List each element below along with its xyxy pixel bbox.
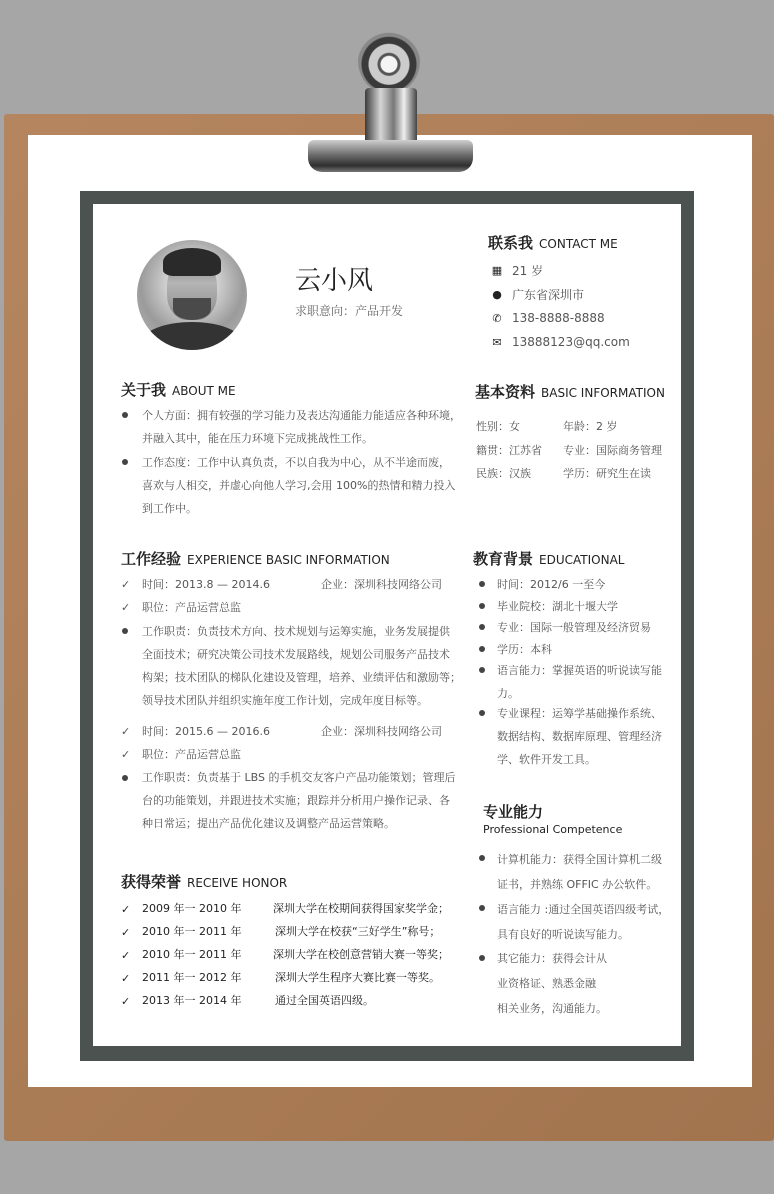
basic-gender: 性别：女 — [476, 420, 520, 433]
job-position: 职位：产品运营总监 — [142, 748, 241, 761]
job-intent: 求职意向：产品开发 — [295, 304, 404, 318]
bullet-dot — [479, 624, 485, 630]
job-time: 时间：2015.6 — 2016.6 — [142, 725, 270, 738]
basic-heading: 基本资料 BASIC INFORMATION — [475, 383, 665, 401]
honor-year: 2010 年一 2011 年 — [142, 948, 242, 961]
job-position: 职位：产品运营总监 — [142, 601, 241, 614]
phone-icon: ✆ — [492, 311, 502, 325]
basic-age: 年龄：2 岁 — [563, 420, 618, 433]
skills-subheading: Professional Competence — [483, 823, 623, 836]
job-duty: 工作职责：负责基于 LBS 的手机交友客户产品功能策划；管理后 台的功能策划，并跟进技术实施；跟踪并分析用户操作记录、各 种日常运；提出产品优化建议及调整产品运营策略。 — [142, 771, 456, 830]
basic-native: 籍贯：江苏省 — [476, 444, 542, 457]
education-item: 时间：2012/6 一至今 — [497, 578, 606, 591]
check-icon: ✓ — [121, 725, 131, 738]
about-item: 个人方面：拥有较强的学习能力及表达沟通能力能适应各种环境， 并融入其中，能在压力环境下完成挑战性工作。 — [142, 409, 461, 445]
skill-item: 计算机能力：获得全国计算机二级 证书，并熟练 OFFIC 办公软件。 — [497, 853, 662, 891]
candidate-name: 云小风 — [295, 266, 374, 296]
education-item: 专业：国际一般管理及经济贸易 — [497, 621, 651, 634]
bullet-dot — [479, 603, 485, 609]
education-item: 专业课程：运筹学基础操作系统、 数据结构、数据库原理、管理经济 学、软件开发工具。 — [497, 707, 662, 766]
education-item: 语言能力：掌握英语的听说读写能 力。 — [497, 664, 662, 700]
check-icon: ✓ — [121, 748, 131, 761]
skill-item: 其它能力：获得会计从 业资格证、熟悉金融 相关业务，沟通能力。 — [497, 952, 607, 1015]
bullet-dot — [122, 775, 128, 781]
contact-phone: ✆ 138-8888-8888 — [490, 309, 605, 327]
bullet-dot — [479, 581, 485, 587]
about-heading: 关于我 ABOUT ME — [121, 381, 236, 399]
education-item: 学历：本科 — [497, 643, 552, 656]
check-icon: ✓ — [121, 903, 131, 916]
basic-major: 专业：国际商务管理 — [563, 444, 662, 457]
education-heading: 教育背景 EDUCATIONAL — [473, 550, 625, 568]
calendar-icon: ▦ — [491, 263, 503, 277]
check-icon: ✓ — [121, 995, 131, 1008]
job-time: 时间：2013.8 — 2014.6 — [142, 578, 270, 591]
check-icon: ✓ — [121, 601, 131, 614]
honor-text: 深圳大学在校创意营销大赛一等奖； — [273, 948, 449, 961]
basic-degree: 学历：研究生在读 — [563, 467, 651, 480]
check-icon: ✓ — [121, 926, 131, 939]
honor-text: 深圳大学在校获“三好学生”称号； — [275, 925, 441, 938]
job-company: 企业：深圳科技网络公司 — [321, 725, 442, 738]
honor-text: 深圳大学生程序大赛比赛一等奖。 — [275, 971, 440, 984]
basic-ethnic: 民族：汉族 — [476, 467, 531, 480]
honor-year: 2011 年一 2012 年 — [142, 971, 242, 984]
bullet-dot — [479, 710, 485, 716]
education-item: 毕业院校：湖北十堰大学 — [497, 600, 618, 613]
clip-neck-icon — [365, 88, 417, 146]
binder-clip-icon — [308, 140, 473, 172]
clip-ring-icon — [358, 28, 420, 94]
bullet-dot — [122, 412, 128, 418]
bullet-dot — [122, 628, 128, 634]
envelope-icon: ✉ — [492, 335, 502, 349]
check-icon: ✓ — [121, 972, 131, 985]
profile-photo — [137, 240, 247, 350]
location-pin-icon: ● — [492, 287, 502, 301]
honor-heading: 获得荣誉 RECEIVE HONOR — [121, 873, 288, 891]
bullet-dot — [479, 855, 485, 861]
job-company: 企业：深圳科技网络公司 — [321, 578, 442, 591]
bullet-dot — [479, 667, 485, 673]
job-duty: 工作职责：负责技术方向、技术规划与运筹实施，业务发展提供 全面技术；研究决策公司技术发展路线，规划公司服务产品技术 构架；技术团队的梯队化建设及管理，培养、业绩评估和激励等； 领导技术团队并组织实施年度工作计划，完成年度目标等。 — [142, 625, 461, 707]
experience-heading: 工作经验 EXPERIENCE BASIC INFORMATION — [121, 550, 390, 568]
honor-year: 2010 年一 2011 年 — [142, 925, 242, 938]
honor-year: 2013 年一 2014 年 — [142, 994, 242, 1007]
contact-location: ● 广东省深圳市 — [490, 285, 584, 303]
bullet-dot — [479, 646, 485, 652]
honor-text: 深圳大学在校期间获得国家奖学金； — [273, 902, 449, 915]
contact-age: ▦ 21 岁 — [491, 263, 544, 278]
check-icon: ✓ — [121, 949, 131, 962]
skill-item: 语言能力 :通过全国英语四级考试， 具有良好的听说读写能力。 — [497, 903, 670, 941]
about-item: 工作态度：工作中认真负责，不以自我为中心，从不半途而废， 喜欢与人相交，并虚心向他人学习,会用 100%的热情和精力投入 到工作中。 — [142, 456, 456, 515]
bullet-dot — [122, 459, 128, 465]
honor-year: 2009 年一 2010 年 — [142, 902, 242, 915]
check-icon: ✓ — [121, 578, 131, 591]
contact-email: ✉ 13888123@qq.com — [490, 333, 630, 351]
contact-heading: 联系我 CONTACT ME — [488, 234, 618, 252]
bullet-dot — [479, 955, 485, 961]
honor-text: 通过全国英语四级。 — [275, 994, 374, 1007]
skills-heading: 专业能力 — [483, 803, 544, 821]
bullet-dot — [479, 905, 485, 911]
